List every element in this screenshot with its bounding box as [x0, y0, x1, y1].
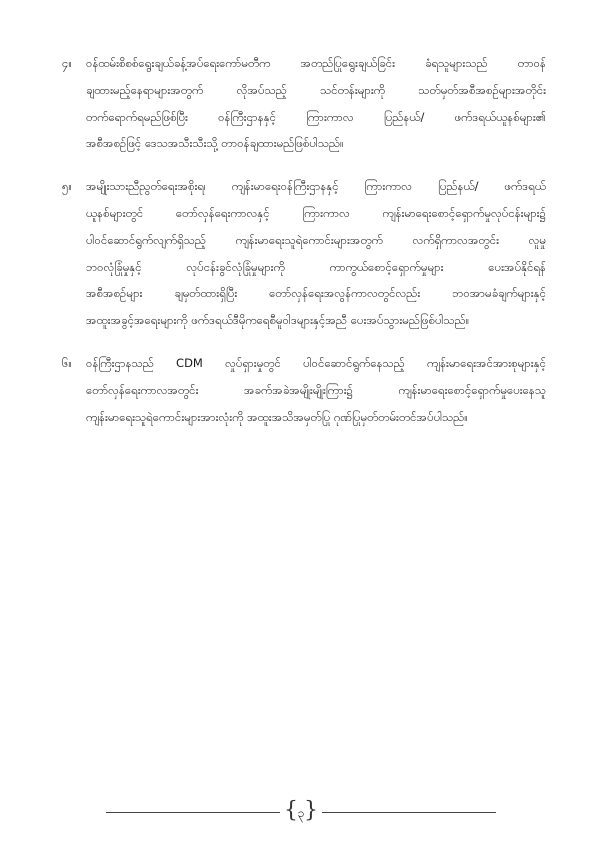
page-number: ၃ [297, 806, 305, 820]
page-number-bracket [284, 800, 318, 826]
paragraph-text [86, 50, 546, 157]
text-line: ဝန်ထမ်းစိစစ်ရွေးချယ်ခန့်အပ်ရေးကော်မတီက အတည်ပြုရွေးချယ်ခြင်း ခံရသူများသည် တာဝန် [86, 56, 546, 70]
text-line: တော်လှန်ရေးကာလအတွင်း အခက်အခဲအမျိုးမျိုးကြား၌ ကျန်းမာရေးစောင့်ရှောက်မှုပေးနေသူ [86, 382, 546, 397]
right-brace-icon: } [304, 798, 318, 823]
paragraph-number: ၄။ [62, 56, 72, 70]
paragraph-number: ၆။ [62, 355, 72, 370]
text-line: အစီအစဉ်ဖြင့် ဒေသအသီးသီးသို့ တာဝန်ချထားမည်ဖြစ်ပါသည်။ [86, 136, 344, 151]
paragraph-4 [62, 50, 546, 157]
text-line: ချထားမည့်နေရာများအတွက် လိုအပ်သည့် သင်တန်းများကို သတ်မှတ်အစီအစဉ်များအတိုင်း [86, 82, 546, 97]
text-line: ကျန်းမာရေးသူရဲကောင်းများအားလုံးကို အထူးအသိအမှတ်ပြု ဂုဏ်ပြုမှတ်တမ်းတင်အပ်ပါသည်။ [86, 409, 468, 424]
text-line: တက်ရောက်ရမည်ဖြစ်ပြီး ဝန်ကြီးဌာနနှင့် ကြားကာလ ပြည်နယ်/ ဖက်ဒရယ်ယူနစ်များ၏ [86, 109, 546, 124]
paragraph-text [86, 350, 546, 430]
text-line: ပါဝင်ဆောင်ရွက်လျက်ရှိသည့် ကျန်းမာရေးသူရဲကောင်းများအတွက် လက်ရှိကာလအတွင်း လူမှု [86, 232, 546, 247]
page-footer [106, 800, 496, 826]
footer-rule-left [106, 812, 280, 813]
paragraph-number: ၅။ [62, 179, 72, 194]
text-line: အမျိုးသားညီညွတ်ရေးအစိုးရ၊ ကျန်းမာရေးဝန်ကြီးဌာနနှင့် ကြားကာလ ပြည်နယ်/ ဖက်ဒရယ် [86, 179, 546, 194]
paragraph-5 [62, 173, 546, 334]
text-line: ဘဝလုံခြုံမှုနှင့် လုပ်ငန်းခွင်လုံခြုံမှုများကို ကာကွယ်စောင့်ရှောက်မှုများ ပေးအပ်နိုင်ရန် [86, 259, 546, 274]
text-line: ယူနစ်များတွင် တော်လှန်ရေးကာလနှင့် ကြားကာလ ကျန်းမာရေးစောင့်ရှောက်မှုလုပ်ငန်းများ၌ [86, 205, 546, 220]
text-line: ဝန်ကြီးဌာနသည် CDM လှုပ်ရှားမှုတွင် ပါဝင်ဆောင်ရွက်နေသည့် ကျန်းမာရေးအင်အားစုများနှင့် [86, 355, 546, 370]
text-line: အစီအစဉ်များ ချမှတ်ထားရှိပြီး တော်လှန်ရေးအလွန်ကာလတွင်လည်း ဘဝအာမခံချက်များနှင့် [86, 286, 546, 301]
text-line: အထူးအခွင့်အရေးများကို ဖက်ဒရယ်ဒီမိုကရေစီမူဝါဒများနှင့်အညီ ပေးအပ်သွားမည်ဖြစ်ပါသည်။ [86, 313, 470, 328]
paragraph-text [86, 173, 546, 334]
document-body [62, 50, 546, 446]
left-brace-icon: { [284, 798, 298, 823]
paragraph-6 [62, 350, 546, 430]
footer-rule-right [322, 812, 496, 813]
